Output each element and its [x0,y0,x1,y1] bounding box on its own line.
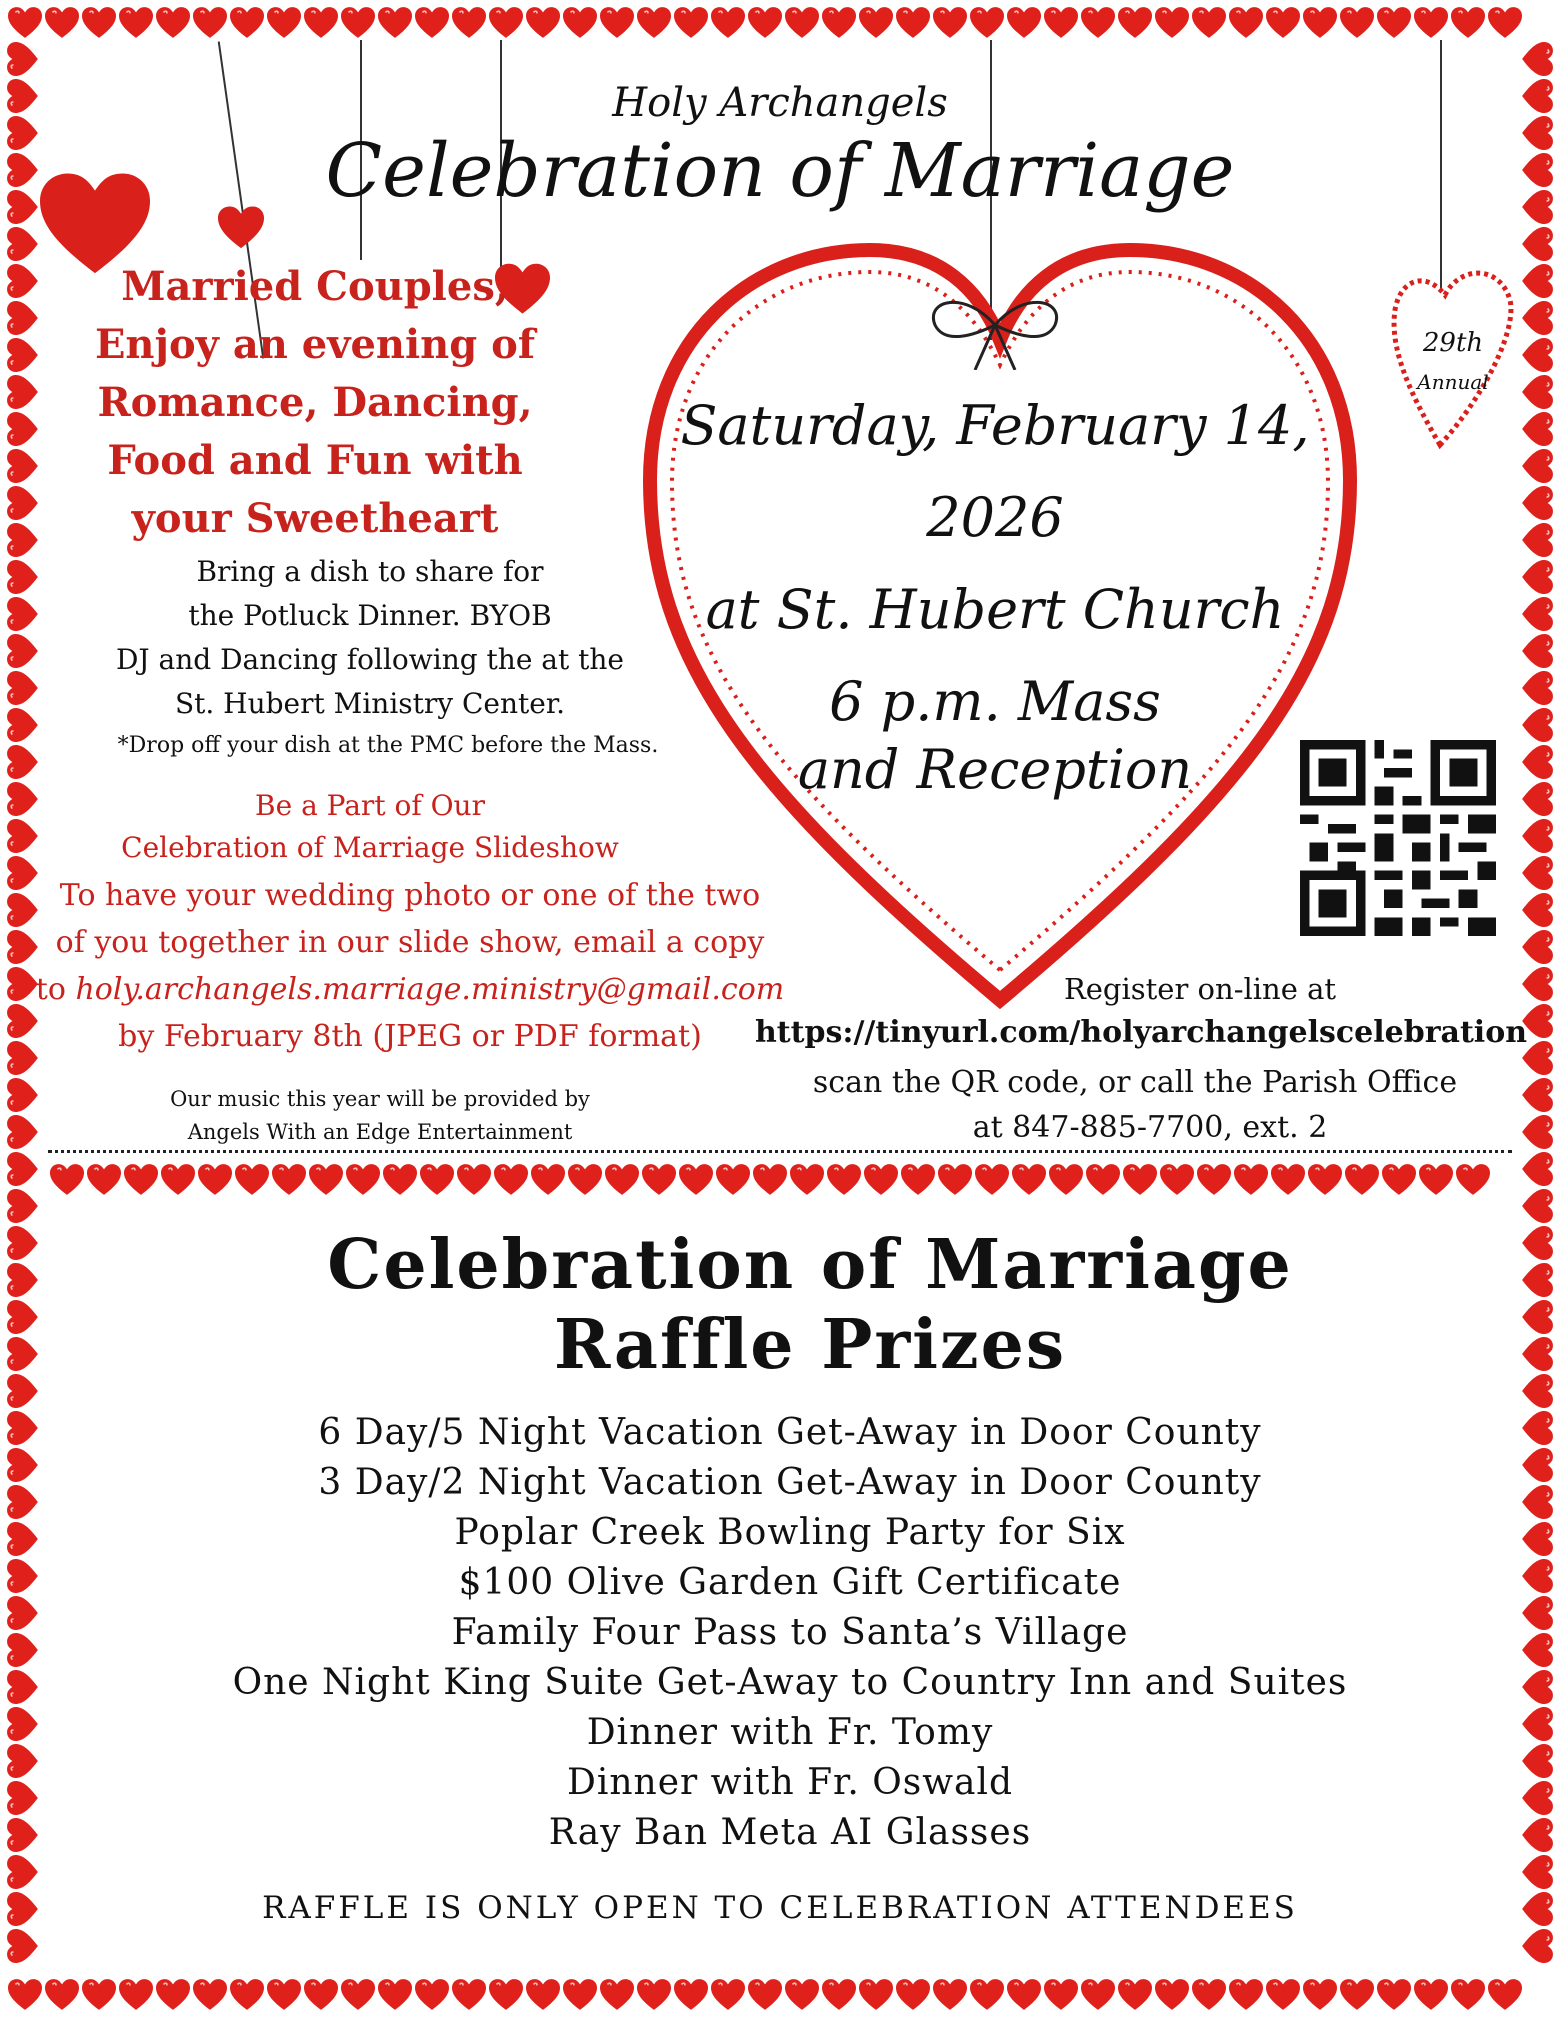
heart-icon [6,1559,40,1593]
heart-icon [6,1152,40,1186]
heart-icon [1520,560,1554,594]
heart-icon [1520,634,1554,668]
heart-icon [1271,1163,1305,1197]
event-reception: and Reception [797,738,1193,801]
heart-icon [1520,1189,1554,1223]
heart-icon [1520,1263,1554,1297]
heart-icon [1520,1300,1554,1334]
heart-icon [6,486,40,520]
heart-icon [896,6,930,40]
heart-icon [1377,6,1411,40]
heart-icon [526,6,560,40]
raffle-prize: Dinner with Fr. Tomy [586,1712,994,1753]
heart-icon [230,6,264,40]
heart-icon [859,6,893,40]
heart-icon [6,560,40,594]
balloon-string [1440,40,1442,290]
potluck-line: the Potluck Dinner. BYOB [188,599,552,632]
heart-icon [1414,6,1448,40]
music-line: Angels With an Edge Entertainment [187,1120,573,1144]
heart-icon [6,782,40,816]
heart-icon [1229,6,1263,40]
heart-icon [1520,1855,1554,1889]
heart-icon [6,1818,40,1852]
heart-icon [6,1078,40,1112]
heart-icon [82,1978,116,2012]
heart-icon [1049,1163,1083,1197]
heart-icon [637,1978,671,2012]
heart-icon [531,1163,565,1197]
heart-icon [933,1978,967,2012]
heart-icon [1520,1596,1554,1630]
heart-icon [6,79,40,113]
heart-icon [1520,597,1554,631]
heart-icon [1192,6,1226,40]
heart-icon [193,6,227,40]
heart-icon [526,1978,560,2012]
heart-icon [1520,486,1554,520]
heart-icon [896,1978,930,2012]
heart-icon [6,375,40,409]
heart-icon [864,1163,898,1197]
heart-icon [1520,523,1554,557]
slideshow-line: of you together in our slide show, email a copy [55,925,765,960]
heart-icon [8,1978,42,2012]
heart-icon [1520,1670,1554,1704]
heart-icon [827,1163,861,1197]
heart-icon [1345,1163,1379,1197]
heart-icon [452,6,486,40]
heart-icon [6,1670,40,1704]
heart-icon [6,1115,40,1149]
heart-icon [1520,153,1554,187]
slideshow-heading [80,785,660,869]
heart-icon [82,6,116,40]
heart-icon [119,6,153,40]
heart-icon [1520,1522,1554,1556]
heart-icon [6,523,40,557]
heart-icon [970,1978,1004,2012]
heart-icon [124,1163,158,1197]
heart-icon [563,6,597,40]
heart-icon [901,1163,935,1197]
music-credit [140,1083,620,1149]
heart-icon [716,1163,750,1197]
page-title: Celebration of Marriage [325,128,1235,214]
heart-icon [6,338,40,372]
heart-icon [568,1163,602,1197]
heart-icon [1160,1163,1194,1197]
heart-icon [267,6,301,40]
heart-icon [1520,967,1554,1001]
heart-icon [378,1978,412,2012]
parish-name: Holy Archangels [612,80,948,126]
heart-icon [1520,227,1554,261]
heart-icon [45,1978,79,2012]
heart-icon [1377,1978,1411,2012]
heart-icon [711,1978,745,2012]
heart-icon [1118,6,1152,40]
raffle-subtitle: Raffle Prizes [553,1305,1067,1385]
heart-icon [1266,6,1300,40]
raffle-prize: 6 Day/5 Night Vacation Get-Away in Door County [318,1412,1262,1453]
heart-icon [1520,449,1554,483]
slideshow-heading-line: Be a Part of Our [255,789,485,822]
register-phone: at 847-885-7700, ext. 2 [972,1110,1328,1145]
heart-icon [1012,1163,1046,1197]
heart-icon [272,1163,306,1197]
heart-icon [600,6,634,40]
heart-icon [6,1892,40,1926]
raffle-prize: Family Four Pass to Santa’s Village [451,1612,1129,1653]
invite-line: Food and Fun with [107,437,523,484]
heart-icon [1451,1978,1485,2012]
heart-icon [1382,1163,1416,1197]
heart-icon [1520,1744,1554,1778]
heart-icon [415,6,449,40]
heart-icon [1044,6,1078,40]
heart-icon [975,1163,1009,1197]
heart-icon [605,1163,639,1197]
heart-icon [822,6,856,40]
heart-icon [6,597,40,631]
invite-text [80,258,550,548]
slideshow-email-prefix: to [35,972,76,1007]
heart-icon [6,1485,40,1519]
raffle-prize: 3 Day/2 Night Vacation Get-Away in Door County [318,1462,1262,1503]
heart-icon [1520,1559,1554,1593]
heart-icon [6,1263,40,1297]
heart-icon [6,153,40,187]
heart-icon [309,1163,343,1197]
register-url-link[interactable]: https://tinyurl.com/holyarchangelscelebration [755,1015,1528,1050]
raffle-prize: Poplar Creek Bowling Party for Six [454,1512,1126,1553]
heart-icon [1451,6,1485,40]
heart-icon [304,1978,338,2012]
heart-icon [938,1163,972,1197]
raffle-eligibility-note: RAFFLE IS ONLY OPEN TO CELEBRATION ATTENDEES [262,1890,1298,1926]
heart-icon [859,1978,893,2012]
heart-icon [1197,1163,1231,1197]
heart-icon [494,1163,528,1197]
heart-icon [1266,1978,1300,2012]
heart-icon [457,1163,491,1197]
heart-icon [156,1978,190,2012]
heart-icon [563,1978,597,2012]
heart-icon [6,1929,40,1963]
heart-icon [6,1189,40,1223]
heart-icon [1086,1163,1120,1197]
heart-icon [489,1978,523,2012]
heart-icon [1520,1448,1554,1482]
heart-icon [1229,1978,1263,2012]
heart-icon [1520,1411,1554,1445]
heart-icon [1520,1633,1554,1667]
anniversary-label: Annual [1417,370,1489,394]
heart-icon [1520,1485,1554,1519]
heart-icon [790,1163,824,1197]
heart-icon [6,412,40,446]
heart-icon [156,6,190,40]
heart-icon [1520,1374,1554,1408]
heart-icon [6,1411,40,1445]
heart-icon [1007,1978,1041,2012]
heart-icon [6,1781,40,1815]
heart-icon [1520,1078,1554,1112]
heart-icon [6,1226,40,1260]
heart-icon [1520,819,1554,853]
heart-icon [1007,6,1041,40]
heart-icon [1192,1978,1226,2012]
slideshow-line: by February 8th (JPEG or PDF format) [118,1019,702,1054]
heart-icon [1520,1892,1554,1926]
heart-icon [1123,1163,1157,1197]
heart-icon [1520,375,1554,409]
heart-icon [193,1978,227,2012]
slideshow-body [30,872,790,1060]
heart-icon [1520,412,1554,446]
heart-icon [748,1978,782,2012]
heart-icon [6,708,40,742]
heart-icon [6,116,40,150]
heart-icon [1234,1163,1268,1197]
heart-icon [1303,1978,1337,2012]
heart-icon [1081,1978,1115,2012]
heart-icon [346,1163,380,1197]
heart-icon [452,1978,486,2012]
heart-icon [748,6,782,40]
heart-icon [230,1978,264,2012]
heart-icon [6,745,40,779]
bow-icon [905,280,1085,370]
heart-icon [6,819,40,853]
qr-code-icon[interactable] [1300,740,1496,936]
potluck-line: St. Hubert Ministry Center. [174,687,566,720]
heart-icon [642,1163,676,1197]
heart-icon [415,1978,449,2012]
heart-icon [6,42,40,76]
heart-icon [1340,6,1374,40]
raffle-prize: Ray Ban Meta AI Glasses [548,1812,1032,1853]
heart-icon [1520,116,1554,150]
music-line: Our music this year will be provided by [170,1087,590,1111]
heart-icon [1520,79,1554,113]
event-time: 6 p.m. Mass [829,670,1161,733]
heart-icon [1308,1163,1342,1197]
heart-icon [933,6,967,40]
heart-icon [785,6,819,40]
heart-icon [1118,1978,1152,2012]
heart-icon [711,6,745,40]
invite-line: Enjoy an evening of [94,321,536,368]
heart-icon [1155,1978,1189,2012]
heart-icon [420,1163,454,1197]
heart-icon [1520,1929,1554,1963]
heart-icon [6,1633,40,1667]
heart-icon [198,1163,232,1197]
heart-icon [6,1744,40,1778]
heart-icon [1520,190,1554,224]
heart-icon [1520,1818,1554,1852]
heart-icon [1520,708,1554,742]
heart-icon [378,6,412,40]
anniversary-number: 29th [1422,328,1484,358]
heart-icon [1488,1978,1522,2012]
heart-icon [87,1163,121,1197]
slideshow-heading-line: Celebration of Marriage Slideshow [121,831,619,864]
heart-icon [8,6,42,40]
heart-icon [1520,338,1554,372]
heart-icon [161,1163,195,1197]
heart-icon [1520,301,1554,335]
slideshow-line: To have your wedding photo or one of the two [59,878,761,913]
register-label: Register on-line at [1063,972,1337,1006]
heart-icon [341,1978,375,2012]
heart-icon [1520,1707,1554,1741]
heart-icon [1044,1978,1078,2012]
heart-icon [679,1163,713,1197]
raffle-prize: One Night King Suite Get-Away to Country Inn and Suites [232,1662,1348,1703]
heart-icon [6,1448,40,1482]
heart-icon [600,1978,634,2012]
heart-icon [6,301,40,335]
qr-code-graphic [1300,740,1496,936]
potluck-line: DJ and Dancing following the at the [115,643,625,676]
heart-icon [1419,1163,1453,1197]
heart-icon [341,6,375,40]
event-date: Saturday, February 14, [680,394,1310,457]
potluck-line: Bring a dish to share for [196,555,544,588]
potluck-info [60,550,680,726]
heart-icon [1081,6,1115,40]
register-instructions: scan the QR code, or call the Parish Office [812,1065,1458,1100]
heart-icon [970,6,1004,40]
heart-icon [1520,856,1554,890]
heart-icon [45,6,79,40]
potluck-note: *Drop off your dish at the PMC before the Mass. [117,733,659,758]
heart-balloon-icon [218,205,264,251]
heart-icon [50,1163,84,1197]
heart-icon [674,1978,708,2012]
heart-icon [1520,264,1554,298]
heart-icon [1520,893,1554,927]
heart-icon [6,190,40,224]
heart-icon [235,1163,269,1197]
heart-icon [1456,1163,1490,1197]
heart-icon [1155,6,1189,40]
heart-icon [119,1978,153,2012]
heart-icon [6,264,40,298]
heart-icon [785,1978,819,2012]
heart-icon [383,1163,417,1197]
heart-icon [6,1522,40,1556]
heart-icon [1520,782,1554,816]
email-link[interactable]: holy.archangels.marriage.ministry@gmail.com [75,972,785,1007]
heart-icon [753,1163,787,1197]
heart-icon [1414,1978,1448,2012]
heart-icon [489,6,523,40]
heart-icon [6,671,40,705]
event-details [650,380,1340,748]
invite-line: Married Couples, [121,263,509,310]
invite-line: your Sweetheart [131,495,499,542]
heart-icon [1520,42,1554,76]
raffle-prize-list [130,1408,1450,1858]
slideshow-line [30,966,790,1013]
section-divider [48,1150,1512,1153]
event-venue: at St. Hubert Church [705,578,1285,641]
invite-line: Romance, Dancing, [97,379,533,426]
raffle-title: Celebration of Marriage [327,1225,1293,1305]
heart-icon [6,449,40,483]
heart-icon [1520,745,1554,779]
raffle-prize: $100 Olive Garden Gift Certificate [458,1562,1122,1603]
heart-icon [1520,930,1554,964]
heart-icon [6,227,40,261]
event-year: 2026 [926,486,1064,549]
heart-icon [304,6,338,40]
heart-icon [1520,1152,1554,1186]
heart-icon [1488,6,1522,40]
heart-icon [1520,671,1554,705]
heart-icon [6,1337,40,1371]
heart-icon [6,1596,40,1630]
heart-icon [637,6,671,40]
heart-icon [822,1978,856,2012]
raffle-prize: Dinner with Fr. Oswald [566,1762,1014,1803]
heart-icon [674,6,708,40]
heart-icon [1520,1781,1554,1815]
heart-icon [6,1374,40,1408]
heart-icon [1520,1337,1554,1371]
heart-icon [6,1855,40,1889]
heart-icon [6,1300,40,1334]
heart-icon [6,634,40,668]
heart-icon [1520,1226,1554,1260]
heart-icon [1340,1978,1374,2012]
heart-icon [267,1978,301,2012]
heart-icon [6,1707,40,1741]
heart-icon [1520,1115,1554,1149]
heart-icon [1303,6,1337,40]
